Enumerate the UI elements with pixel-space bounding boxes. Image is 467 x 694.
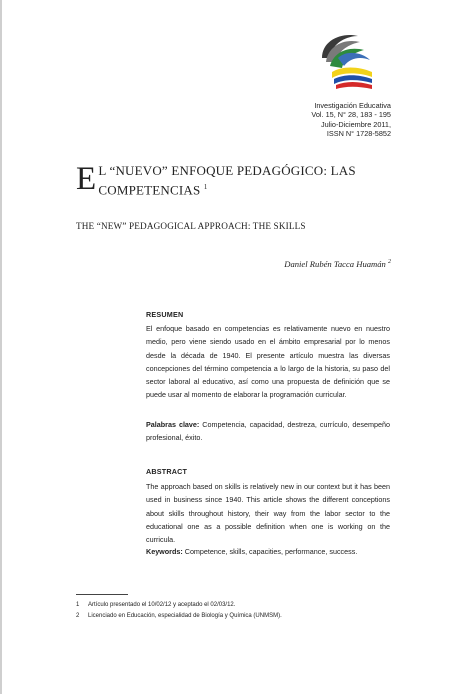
author-footnote-mark: 2 (388, 259, 391, 266)
footnote-number: 2 (76, 613, 80, 619)
abstract-heading: ABSTRACT (146, 467, 188, 476)
journal-period: Julio-Diciembre 2011, (320, 119, 391, 129)
resumen-keywords (146, 418, 390, 445)
footnote-item (76, 611, 396, 622)
footnote-number: 1 (76, 602, 80, 608)
journal-issn: ISSN N° 1728-5852 (326, 128, 391, 138)
author-name: Daniel Rubén Tacca Huamán (284, 259, 386, 269)
author-line (284, 259, 391, 269)
resumen-keywords-label: Palabras clave: (146, 420, 200, 429)
journal-info (311, 101, 391, 138)
resumen-heading: RESUMEN (146, 310, 184, 319)
page-edge (0, 0, 2, 694)
footnotes (76, 600, 396, 622)
article-title-spanish (76, 163, 396, 198)
title-footnote-mark: 1 (203, 183, 208, 191)
abstract-body: The approach based on skills is relatively new in our context but it has been used in business since 1940. This article shows the different conceptions about skills throughout history, their way from the labor sector to the educational one as a possible definition when one is working on the curricula. (146, 482, 390, 545)
resumen-keywords-text: Competencia, capacidad, destreza, currículo, desempeño profesional, éxito. (146, 420, 390, 443)
footnote-item (76, 600, 396, 611)
abstract-keywords-label: Keywords: (146, 547, 183, 556)
abstract-keywords-text: Competence, skills, capacities, performance, success. (182, 547, 358, 556)
resumen-body: El enfoque basado en competencias es relativamente nuevo en nuestro medio, pero viene siendo usado en el ámbito empresarial por lo menos desde la década de 1940. El presente artículo muestra las diversas concepciones del término competencia a lo largo de la historia, su paso del sector laboral al educativo, así como una propuesta de definición que se puede usar al momento de elaborar la programación curricular. (146, 324, 390, 400)
footnote-text: Artículo presentado el 10/02/12 y aceptado el 02/03/12. (88, 602, 236, 608)
journal-volume: Vol. 15, N° 28, 183 - 195 (311, 110, 391, 120)
journal-logo-icon (312, 28, 380, 90)
journal-name: Investigación Educativa (314, 101, 391, 110)
article-title-english: THE “NEW” PEDAGOGICAL APPROACH: THE SKILLS (76, 221, 306, 231)
title-dropcap: E (76, 161, 97, 197)
abstract-keywords (146, 545, 390, 558)
footnote-text: Licenciado en Educación, especialidad de Biología y Química (UNMSM). (88, 613, 282, 619)
footnote-rule (76, 594, 128, 595)
title-spanish-text: L “NUEVO” ENFOQUE PEDAGÓGICO: LAS COMPETENCIAS (98, 163, 356, 198)
